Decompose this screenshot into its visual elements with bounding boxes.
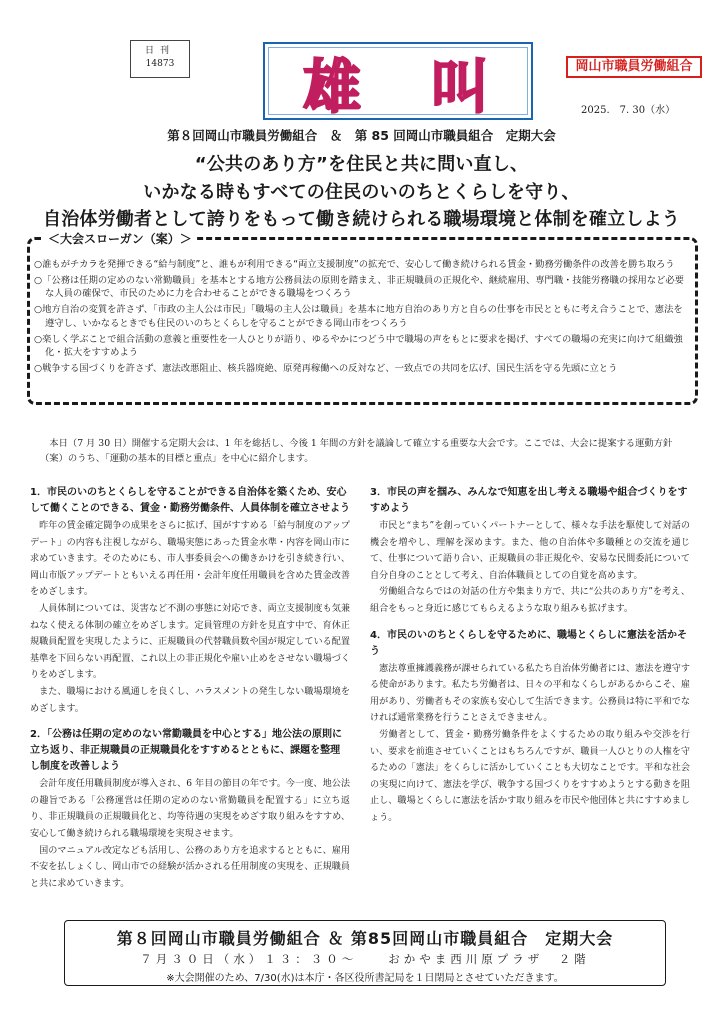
- office-closure-note: ※大会開催のため、7/30(水)は本庁・各区役所書記局を１日閉局とさせていただきます。: [166, 973, 564, 984]
- section-1-heading: 1．市民のいのちとくらしを守ることができる自治体を築くため、安心して働くことのできる、賃金・勤務労働条件、人員体制を確立させよう: [30, 487, 350, 514]
- union-name: 岡山市職員労働組合: [566, 56, 702, 78]
- title-char-1: 雄: [302, 53, 367, 121]
- slogan-item: ○誰もがチカラを発揮できる“給与制度”と、誰もが利用できる“両立支援制度”の拡充で、安心して働き続けられる賃金・勤務労働条件の改善を勝ち取ろう: [34, 259, 675, 270]
- section-1-paragraph: 人員体制については、災害など不測の事態に対応でき、両立支援制度も気兼ねなく使える体制の確立をめざします。定員管理の方針を見直す中で、育休正規職員配置を実現したように、正規職員の代替職員数や国が規定している配置基準を下回らない再配置、これ以上の非正規化や雇い止めをさせない職場づくりをめざします。: [30, 603, 350, 681]
- left-column: [30, 485, 350, 892]
- slogan-item: ○楽しく学ぶことで組合活動の意義と重要性を一人ひとりが語り、ゆるやかにつどう中で職場の声をもとに要求を掲げ、すべての職場の充実に向けて組織強化・拡大をすすめよう: [34, 333, 683, 359]
- issue-label: 日刊: [144, 46, 175, 56]
- headline-line-1: “公共のあり方”を住民と共に問い直し、: [194, 154, 529, 175]
- section-3-heading: 3．市民の声を掴み、みんなで知恵を出し考える職場や組合づくりをすすめよう: [370, 487, 688, 514]
- title-char-2: 叫: [430, 53, 495, 121]
- section-4-heading: 4．市民のいのちとくらしを守るために、職場とくらしに憲法を活かそう: [370, 629, 687, 657]
- slogan-box: [27, 232, 698, 405]
- convention-schedule: ７月３０日（水）１３：３０～ おかやま西川原プラザ ２階: [140, 952, 590, 966]
- slogan-item: ○「公務は任期の定めのない常勤職員」を基本とする地方公務員法の原則を踏まえ、非正規職員の正規化や、継続雇用、専門職・技能労務職の採用など必要な人員の確保で、市民のために力を合わせることができる職場をつくろう: [34, 274, 684, 300]
- convention-title: 第８回岡山市職員労働組合 ＆ 第85回岡山市職員組合 定期大会: [116, 929, 614, 948]
- convention-subtitle: 第８回岡山市職員労働組合 ＆ 第 85 回岡山市職員組合 定期大会: [167, 128, 556, 143]
- section-1-paragraph: また、職場における風通しを良くし、ハラスメントの発生しない職場環境をめざします。: [30, 686, 350, 714]
- issue-date: 2025. 7. 30（水）: [581, 105, 676, 116]
- issue-number: 14873: [145, 59, 175, 69]
- section-3-paragraph: 労働組合ならではの対話の仕方や集まり方で、共に“公共のあり方”を考え、組合をもっと身近に感じてもらえるような取り組みも拡げます。: [370, 587, 690, 614]
- intro-paragraph: 本日（7 月 30 日）開催する定期大会は、1 年を総括し、今後 1 年間の方針を議論して確立する重要な大会です。ここでは、大会に提案する運動方針（案）のうち、「運動の基本的目標と重点」を中心に紹介します。: [40, 438, 673, 464]
- section-3-paragraph: 市民と“まち”を創っていくパートナーとして、様々な手法を駆使して対話の機会を増やし、理解を深めます。また、他の自治体や多職種との交流を通じて、仕事について語り合い、正規職員の非正規化や、安易な民間委託について自分自身のこととして考え、自治体職員としての自覚を高めます。: [370, 521, 690, 581]
- headline-line-3: 自治体労働者として誇りをもって働き続けられる職場環境と体制を確立しよう: [43, 209, 680, 230]
- slogan-item: ○戦争する国づくりを許さず、憲法改悪阻止、核兵器廃絶、原発再稼働への反対など、一致点での共同を広げ、国民生活を守る先頭に立とう: [34, 362, 618, 374]
- slogan-list: [34, 258, 691, 378]
- slogan-item: ○地方自治の変質を許さず、「市政の主人公は市民」「職場の主人公は職員」を基本に地方自治のあり方と自らの仕事を市民とともに考え合うことで、憲法を遵守し、いかなるときでも住民のいのちとくらしを守ることができる岡山市をつくろう: [34, 304, 683, 329]
- masthead: [88, 20, 693, 126]
- section-4-paragraph: 憲法尊重擁護義務が課せられている私たち自治体労働者には、憲法を遵守する使命があります。私たち労働者は、日々の平和なくらしがあるからこそ、雇用があり、労働者もその家族も安心して生活できます。公務員は特に平和でなければ通常業務を行うことさえできません。: [370, 663, 690, 724]
- section-2-heading: 2．「公務は任期の定めのない常勤職員を中心とする」地公法の原則に立ち返り、非正規職員の正規職員化をすすめるとともに、課題を整理し制度を改善しよう: [30, 729, 342, 773]
- headline-line-2: いかなる時もすべての住民のいのちとくらしを守り、: [143, 182, 580, 203]
- slogan-title: ＜大会スローガン（案）＞: [44, 230, 196, 247]
- section-4-paragraph: 労働者として、賃金・勤務労働条件をよくするための取り組みや交渉を行い、要求を前進させていくことはもちろんですが、職員一人ひとりの人権を守るための「憲法」をくらしに活かしていくことも大切なことです。平和な社会の実現に向けて、憲法を学び、戦争する国づくりをすすめようとする動きを阻止し、職場とくらしに憲法を活かす取り組みを市民や他団体と共にすすめましょう。: [370, 729, 690, 823]
- section-1-paragraph: 昨年の賃金確定闘争の成果をさらに拡げ、国がすすめる「給与制度のアップデート」の内容も注視しながら、職場実態にあった賃金水準・内容を岡山市に求めていきます。そのためにも、市人事委員会への働きかけを引き続き行い、岡山市版アップデートともいえる再任用・会計年度任用職員を含めた賃金改善をめざします。: [30, 521, 350, 598]
- right-column: [370, 485, 690, 827]
- issue-box: [130, 40, 190, 78]
- convention-info-box: [64, 920, 666, 986]
- section-2-paragraph: 国のマニュアル改定なども活用し、公務のあり方を追求するとともに、雇用不安を払しょくし、岡山市での経験が活かされる任用制度の実現を、正規職員と共に求めていきます。: [30, 845, 350, 889]
- newsletter-title: [263, 42, 533, 120]
- section-2-paragraph: 会計年度任用職員制度が導入され、6 年目の節目の年です。今一度、地公法の趣旨である「公務運営は任期の定めのない常勤職員を配置する」に立ち返り、非正規職員の正規職員化と、均等待遇の実現をめざす取り組みをすすめ、安心して働き続けられる職場環境を実現させます。: [30, 779, 350, 839]
